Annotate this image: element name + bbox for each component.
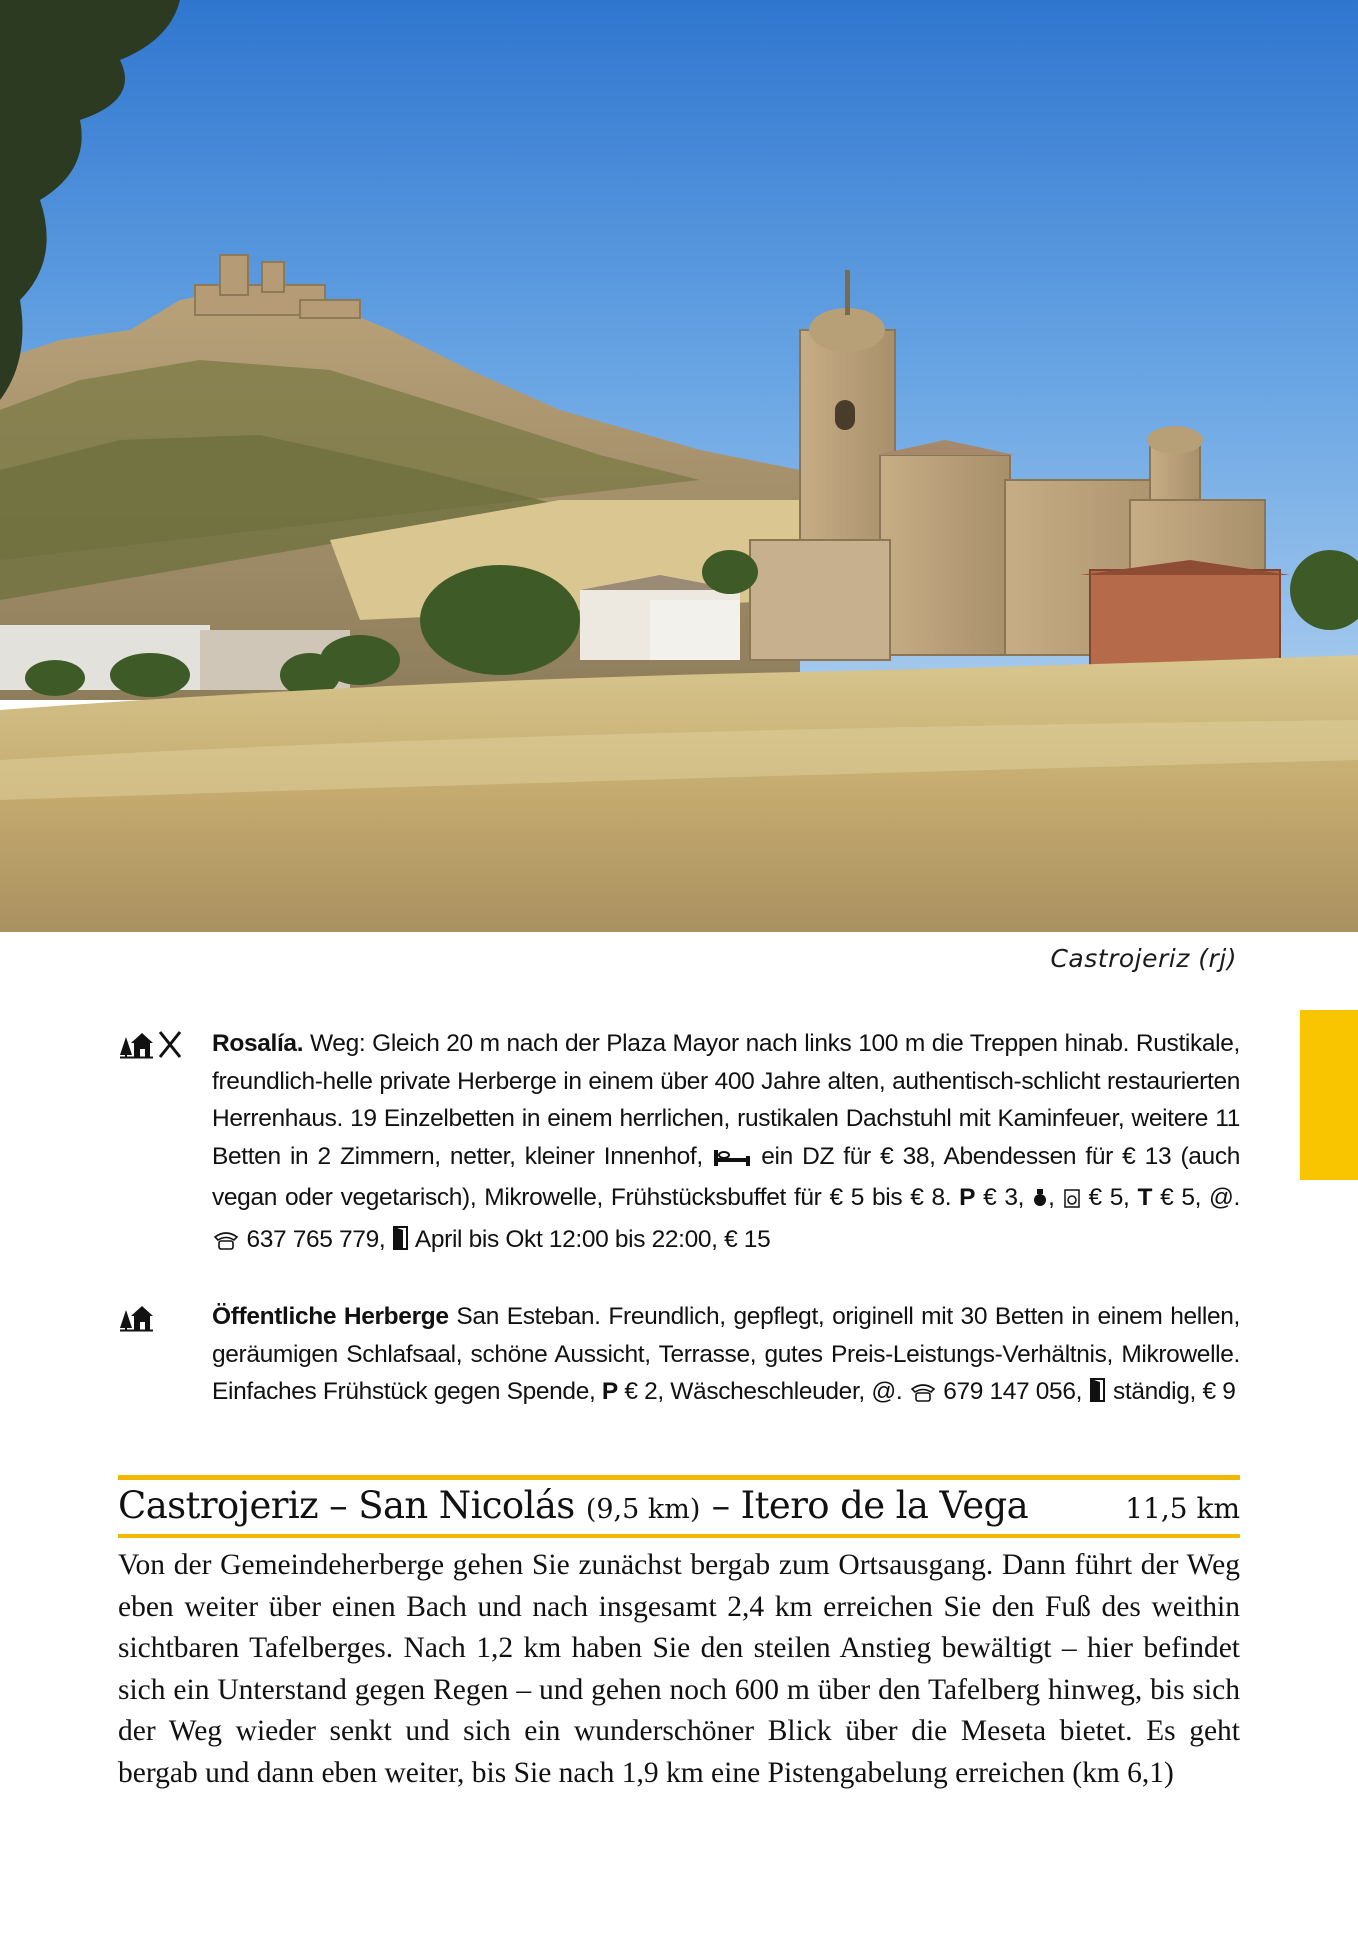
entry-name: Öffentliche Herberge [212, 1303, 449, 1330]
entry-icons [118, 1029, 198, 1063]
accommodation-entry-rosalia [118, 1025, 1240, 1262]
photo-caption: Castrojeriz (rj) [1050, 944, 1237, 973]
heading-rule-bottom [118, 1534, 1240, 1538]
entry-text: Öffentliche Herberge San Esteban. Freundlich, gepflegt, originell mit 30 Betten in einem hellen, geräumigen Schlafsaal, schöne Aussicht, Terrasse, gutes Preis-Leistungs-Verhältnis, Mikrowelle. Einfaches Frühstück gegen Spende, P € 2, Wäscheschleuder, @. 679 147 056, ständig, € 9 [212, 1298, 1240, 1415]
landscape-illustration [0, 0, 1358, 932]
phone-icon [212, 1225, 240, 1263]
double-room-icon [712, 1142, 752, 1180]
stage-distance: 11,5 km [1125, 1492, 1240, 1525]
washing-icon [1032, 1183, 1048, 1221]
stage-via-distance: (9,5 km) [585, 1494, 701, 1525]
door-icon [1089, 1377, 1107, 1415]
towel-icon: T [1137, 1184, 1153, 1211]
entry-text: Rosalía. Weg: Gleich 20 m nach der Plaza Mayor nach links 100 m die Treppen hinab. Rustikale, freundlich-helle private Herberge in einem über 400 Jahre alten, authentisch-schlicht restaurierten Herrenhaus. 19 Einzelbetten in einem herrlichen, rustikalen Dachstuhl mit Kaminfeuer, weitere 11 Betten in 2 Zimmern, netter, kleiner Innenhof, ein DZ für € 38, Abendessen für € 13 (auch vegan oder vegetarisch), Mikrowelle, Frühstücksbuffet für € 5 bis € 8. P € 3, , € 5, T € 5, @. 637 765 779, April bis Okt 12:00 bis 22:00, € 15 [212, 1025, 1240, 1262]
stage-description: Von der Gemeindeherberge gehen Sie zunächst bergab zum Ortsausgang. Dann führt der Weg eben weiter über einen Bach und nach insgesamt 2,4 km erreichen Sie den Fuß des weithin sichtbaren Tafelberges. Nach 1,2 km haben Sie den steilen Anstieg bewältigt – hier befindet sich ein Unterstand gegen Regen – und gehen noch 600 m über den Tafelberg hinweg, bis sich der Weg wieder senkt und sich ein wunderschöner Blick über die Meseta bietet. Es geht bergab und dann eben weiter, bis Sie nach 1,9 km eine Pistengabelung erreichen (km 6,1) [118, 1549, 1240, 1789]
entry-icons [118, 1302, 198, 1336]
cutlery-icon [156, 1029, 184, 1059]
castrojeriz-photo [0, 0, 1358, 932]
stage-from: Castrojeriz – San Nicolás [118, 1484, 586, 1527]
dryer-icon [1063, 1183, 1081, 1221]
entry-name: Rosalía. [212, 1030, 304, 1057]
stage-heading [118, 1475, 1240, 1538]
stage-to: – Itero de la Vega [700, 1484, 1029, 1527]
parking-icon: P [959, 1184, 976, 1211]
chapter-thumb-tab [1300, 1010, 1358, 1180]
phone-icon [909, 1377, 937, 1415]
hostel-icon [118, 1302, 158, 1332]
door-icon [392, 1225, 410, 1263]
accommodation-entry-public-hostel [118, 1298, 1240, 1415]
stage-title [118, 1480, 1240, 1534]
parking-icon: P [601, 1378, 618, 1405]
